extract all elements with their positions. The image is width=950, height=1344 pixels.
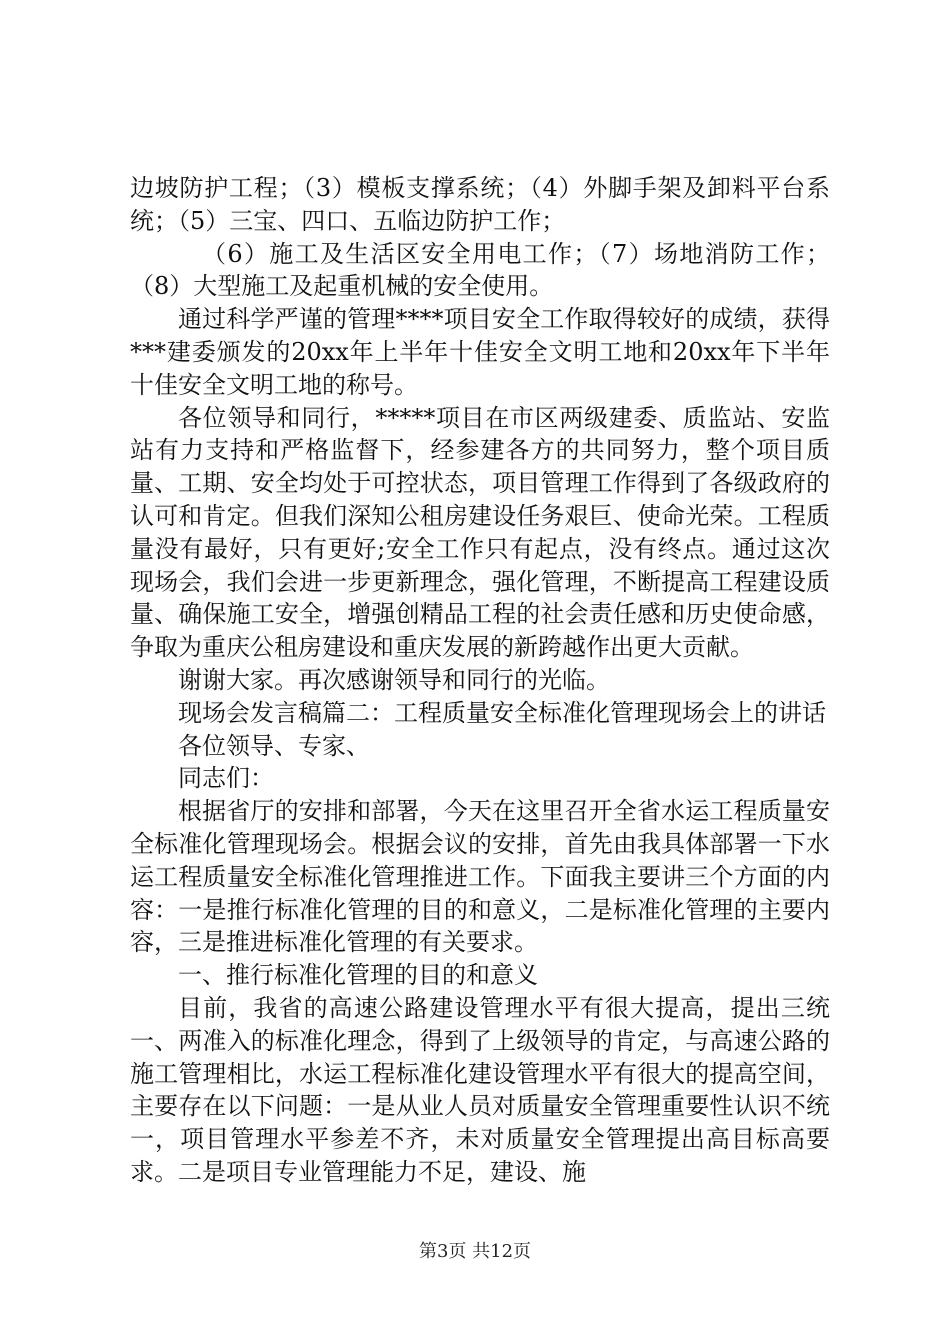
page-number-footer: 第3页 共12页	[418, 1241, 532, 1262]
paragraph-9: 根据省厅的安排和部署，今天在这里召开全省水运工程质量安全标准化管理现场会。根据会议的安排，首先由我具体部署一下水运工程质量安全标准化管理推进工作。下面我主要讲三个方面的内容：一是推行标准化管理的目的和意义，二是标准化管理的主要内容，三是推进标准化管理的有关要求。	[130, 797, 830, 957]
document-body	[130, 172, 830, 1189]
section-heading-purpose: 一、推行标准化管理的目的和意义	[178, 961, 538, 990]
section-heading-speech-two: 现场会发言稿篇二：工程质量安全标准化管理现场会上的讲话	[178, 698, 826, 727]
paragraph-2: （6）施工及生活区安全用电工作；（7）场地消防工作；（8）大型施工及起重机械的安全使用。	[130, 239, 830, 301]
paragraph-5: 谢谢大家。再次感谢领导和同行的光临。	[178, 665, 610, 694]
paragraph-1: 边坡防护工程；（3）模板支撑系统；（4）外脚手架及卸料平台系统；（5）三宝、四口、五临边防护工作；	[130, 174, 830, 235]
paragraph-4: 各位领导和同行，*****项目在市区两级建委、质监站、安监站有力支持和严格监督下，经参建各方的共同努力，整个项目质量、工期、安全均处于可控状态，项目管理工作得到了各级政府的认可和肯定。但我们深知公租房建设任务艰巨、使命光荣。工程质量没有最好，只有更好;安全工作只有起点，没有终点。通过这次现场会，我们会进一步更新理念，强化管理，不断提高工程建设质量、确保施工安全，增强创精品工程的社会责任感和历史使命感，争取为重庆公租房建设和重庆发展的新跨越作出更大贡献。	[130, 403, 830, 662]
paragraph-3: 通过科学严谨的管理****项目安全工作取得较好的成绩，获得***建委颁发的20xx年上半年十佳安全文明工地和20xx年下半年十佳安全文明工地的称号。	[130, 305, 830, 399]
salutation-comrades: 同志们：	[178, 764, 274, 793]
salutation-leaders: 各位领导、专家、	[178, 731, 370, 760]
paragraph-11: 目前，我省的高速公路建设管理水平有很大提高，提出三统一、两准入的标准化理念，得到了上级领导的肯定，与高速公路的施工管理相比，水运工程标准化建设管理水平有很大的提高空间，主要存在以下问题：一是从业人员对质量安全管理重要性认识不统一，项目管理水平参差不齐，未对质量安全管理提出高目标高要求。二是项目专业管理能力不足，建设、施	[130, 993, 830, 1186]
